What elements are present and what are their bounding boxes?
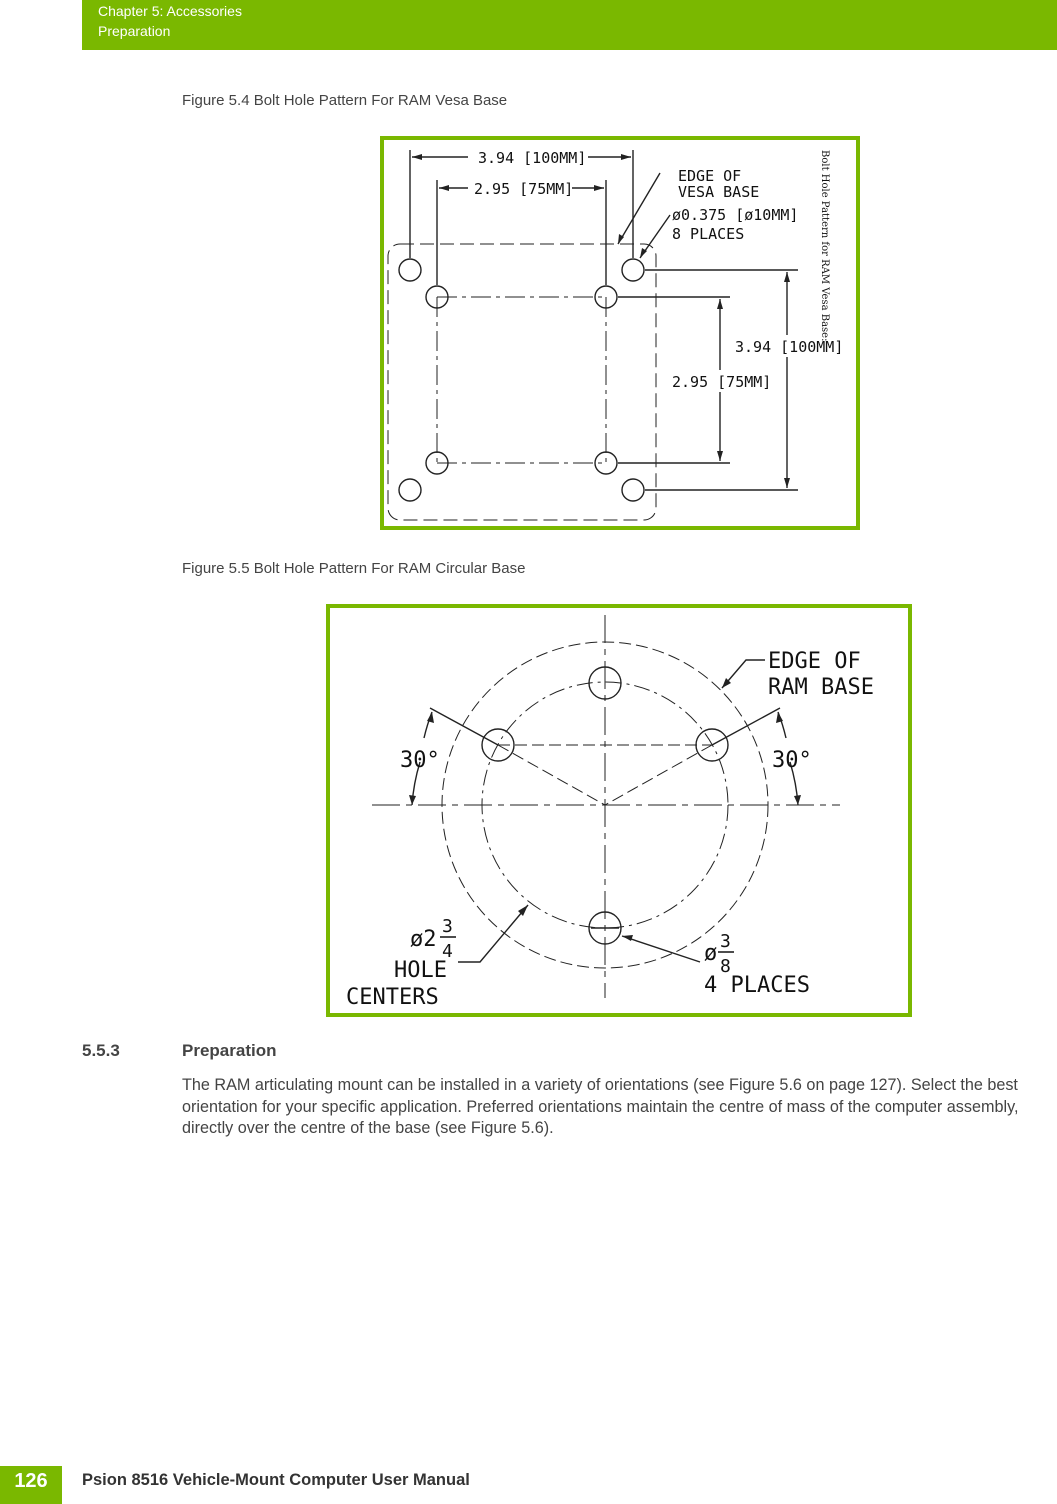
section-number: 5.5.3 [82, 1041, 120, 1060]
section-title: Preparation [182, 1041, 277, 1060]
vesa-edge-label-1: EDGE OF [678, 167, 742, 185]
dim-top-inner-label: 2.95 [75MM] [474, 180, 574, 198]
hole-size-denominator: 8 [720, 956, 731, 977]
figure-5-5-caption: Figure 5.5 Bolt Hole Pattern For RAM Circular Base [182, 560, 526, 577]
page-header [82, 0, 1057, 50]
vesa-bolt-pattern-diagram [384, 140, 856, 526]
header-chapter: Chapter 5: Accessories [98, 3, 242, 19]
hole-centers-label-2: CENTERS [346, 985, 439, 1010]
diameter-numerator: 3 [442, 916, 453, 937]
hole-centers-label-1: HOLE [394, 958, 447, 983]
ram-edge-label-2: RAM BASE [768, 675, 874, 700]
hole-100-tr [622, 259, 644, 281]
vesa-edge-label-2: VESA BASE [678, 183, 760, 201]
hole-size-prefix: ø [704, 941, 718, 966]
dim-right-inner-label: 2.95 [75MM] [672, 373, 772, 391]
vesa-base-edge [388, 244, 656, 520]
figure-5-4-frame [380, 136, 860, 530]
section-body-paragraph: The RAM articulating mount can be installed in a variety of orientations (see Figure 5.6 on page 127). Select the best orientation for your specific application. Preferred orientations maintain the centre of mass of the computer assembly, directly over the centre of the base (see Figure 5.6). [182, 1076, 1019, 1137]
vesa-side-note: Bolt Hole Pattern for RAM Vesa Base: [819, 150, 830, 342]
hole-places-label: 4 PLACES [704, 973, 810, 998]
angle-right-label: 30° [772, 748, 812, 773]
hole-100-br [622, 479, 644, 501]
vesa-hole-label-1: ø0.375 [ø10MM] [672, 206, 799, 224]
dim-top-outer-label: 3.94 [100MM] [478, 149, 587, 167]
dim-right-outer-label: 3.94 [100MM] [735, 338, 844, 356]
hole-100-bl [399, 479, 421, 501]
circular-bolt-pattern-diagram [330, 608, 908, 1013]
figure-5-5-frame [326, 604, 912, 1017]
vesa-hole-label-2: 8 PLACES [672, 225, 745, 243]
header-section: Preparation [98, 23, 171, 39]
figure-5-4-caption: Figure 5.4 Bolt Hole Pattern For RAM Vesa Base [182, 92, 508, 109]
manual-title: Psion 8516 Vehicle-Mount Computer User Manual [82, 1471, 470, 1489]
hole-size-numerator: 3 [720, 931, 731, 952]
hole-100-tl [399, 259, 421, 281]
page-number: 126 [0, 1466, 62, 1504]
angle-left-label: 30° [400, 748, 440, 773]
diameter-prefix: ø2 [410, 927, 437, 952]
ram-edge-label-1: EDGE OF [768, 649, 861, 674]
diameter-denominator: 4 [442, 941, 453, 962]
